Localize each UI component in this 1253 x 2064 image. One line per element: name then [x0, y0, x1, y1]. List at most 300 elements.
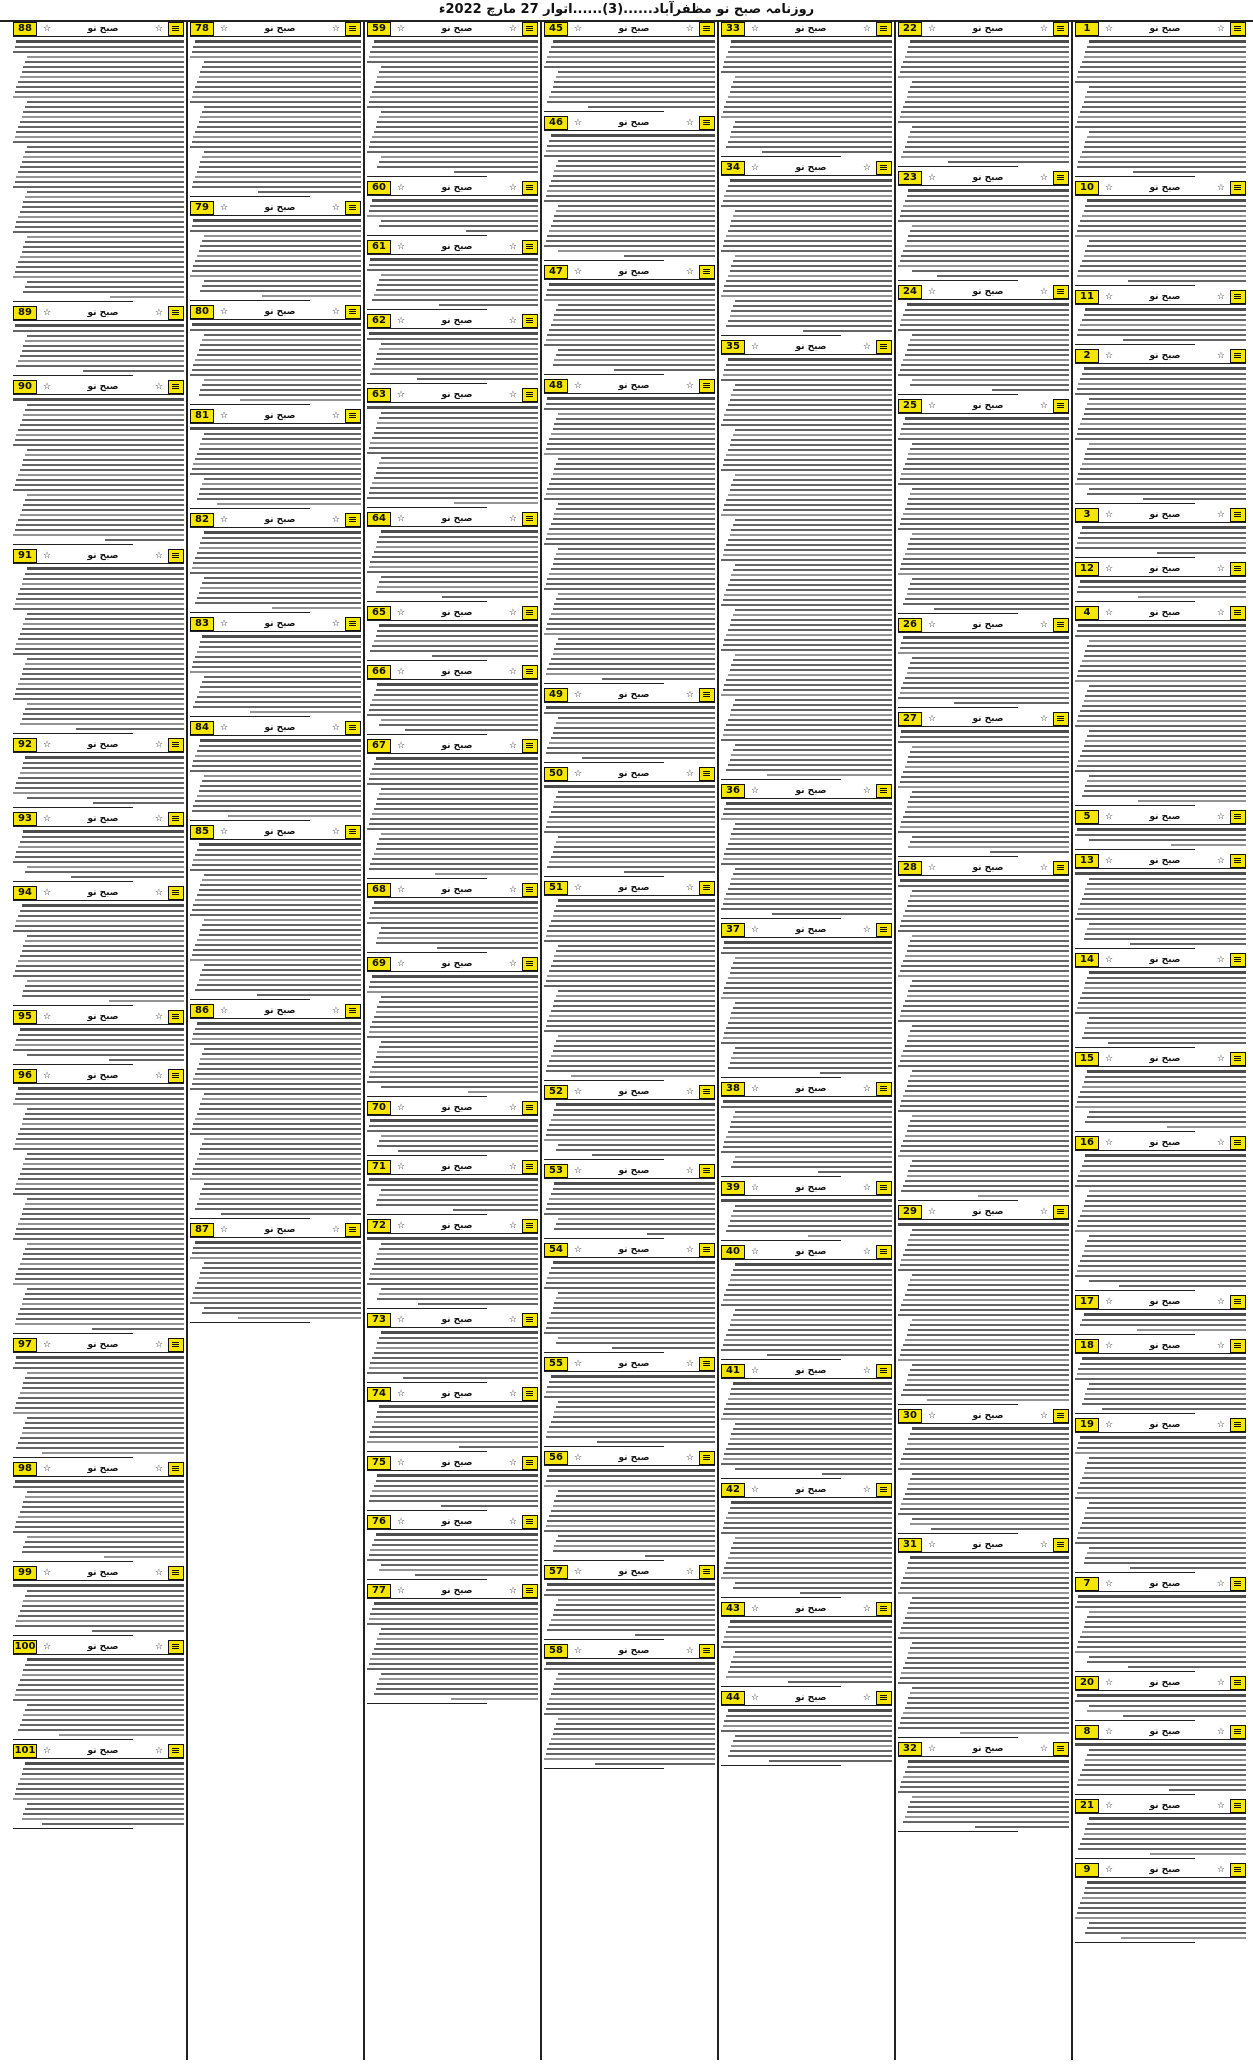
ad-number-badge: 12 — [1075, 562, 1099, 576]
text-line — [1080, 1363, 1246, 1365]
newspaper-icon — [345, 721, 361, 735]
text-line — [912, 1274, 1069, 1276]
text-line — [546, 583, 715, 585]
text-line — [910, 1165, 1069, 1167]
classified-page — [4, 22, 1249, 2060]
text-line — [553, 364, 715, 366]
text-line — [376, 546, 538, 548]
text-line — [190, 1257, 361, 1259]
text-line — [547, 866, 715, 868]
text-line — [721, 1304, 892, 1306]
text-line — [900, 1508, 1069, 1510]
text-line — [18, 1133, 184, 1135]
ad-header — [544, 265, 715, 280]
text-line — [403, 1377, 538, 1379]
text-line — [549, 573, 715, 575]
text-line — [910, 493, 1069, 495]
star-icon: ☆ — [1105, 1420, 1114, 1430]
ad-number-badge: 59 — [367, 22, 391, 36]
newspaper-icon — [345, 513, 361, 527]
star-icon: ☆ — [1039, 401, 1048, 411]
text-line — [721, 1577, 892, 1579]
text-line — [15, 603, 184, 605]
text-line — [204, 531, 361, 534]
ad-header — [1075, 1052, 1246, 1067]
text-line — [908, 1806, 1069, 1808]
text-line — [192, 225, 361, 227]
text-line — [18, 1034, 184, 1036]
newspaper-icon — [522, 388, 538, 402]
star-icon: ☆ — [397, 514, 406, 524]
text-line — [730, 1620, 892, 1623]
text-line — [202, 1188, 361, 1190]
text-line — [1078, 71, 1246, 73]
ad-separator — [898, 1737, 1018, 1738]
text-line — [377, 422, 538, 424]
classified-ad — [1075, 810, 1246, 854]
text-line — [27, 1153, 184, 1155]
ad-brand-label: صبح نو — [1149, 856, 1181, 866]
text-line — [379, 1569, 538, 1571]
text-line — [726, 1631, 892, 1633]
text-line — [726, 235, 892, 237]
text-line — [556, 1604, 715, 1606]
text-line — [374, 640, 538, 642]
classified-ad — [544, 1565, 715, 1644]
text-line — [912, 334, 1069, 336]
text-line — [415, 1574, 538, 1576]
text-line — [370, 96, 538, 98]
text-line — [202, 681, 361, 683]
text-line — [18, 1223, 184, 1225]
ad-text-body — [367, 975, 538, 1093]
ad-separator — [898, 166, 1018, 167]
ad-brand-label: صبح نو — [264, 203, 296, 213]
text-line — [553, 319, 715, 321]
text-line — [547, 578, 715, 580]
ad-header — [898, 171, 1069, 186]
ad-header — [367, 314, 538, 329]
ad-text-body — [544, 706, 715, 759]
text-line — [731, 878, 892, 880]
text-line — [199, 250, 361, 252]
star-icon: ☆ — [1216, 1678, 1225, 1688]
ad-header — [1075, 562, 1246, 577]
text-line — [202, 285, 361, 287]
star-icon: ☆ — [397, 1221, 406, 1231]
text-line — [549, 1469, 715, 1472]
text-line — [547, 235, 715, 237]
text-line — [731, 394, 892, 396]
text-line — [728, 1443, 892, 1445]
text-line — [25, 286, 184, 288]
text-line — [723, 1572, 892, 1574]
classified-ad — [721, 923, 892, 1082]
text-line — [1080, 1902, 1246, 1904]
text-line — [912, 1364, 1069, 1366]
text-line — [379, 1678, 538, 1680]
text-line — [547, 533, 715, 535]
ad-separator — [721, 1686, 841, 1687]
star-icon: ☆ — [331, 1225, 340, 1235]
ad-separator — [367, 1579, 487, 1580]
text-line — [25, 340, 184, 342]
text-line — [901, 66, 1069, 68]
text-line — [372, 858, 538, 860]
newspaper-icon — [345, 1004, 361, 1018]
text-line — [437, 947, 538, 949]
star-icon: ☆ — [862, 1247, 871, 1257]
text-line — [907, 1040, 1069, 1042]
star-icon: ☆ — [508, 959, 517, 969]
text-line — [547, 101, 715, 103]
ad-separator — [544, 1639, 664, 1640]
classified-ad — [1075, 1676, 1246, 1725]
text-line — [1084, 1081, 1246, 1083]
text-line — [912, 1427, 1069, 1430]
text-line — [93, 802, 184, 804]
text-line — [558, 1218, 715, 1220]
ad-header — [367, 1584, 538, 1599]
text-line — [195, 1208, 361, 1210]
ad-brand-label: صبح نو — [87, 382, 119, 392]
text-line — [369, 264, 538, 266]
ad-text-body — [367, 1237, 538, 1305]
text-line — [907, 303, 1069, 306]
text-line — [724, 1453, 892, 1455]
ad-text-body — [544, 134, 715, 257]
text-line — [901, 156, 1069, 158]
text-line — [905, 417, 1069, 420]
text-line — [546, 150, 715, 152]
text-line — [369, 101, 538, 103]
newspaper-icon — [1053, 1409, 1069, 1423]
text-line — [1085, 1467, 1246, 1469]
text-line — [18, 1087, 184, 1090]
star-icon: ☆ — [1105, 608, 1114, 618]
text-line — [459, 1446, 538, 1448]
text-line — [376, 1643, 538, 1645]
text-line — [547, 289, 715, 291]
text-line — [370, 373, 538, 375]
classified-ad — [1075, 562, 1246, 606]
text-line — [367, 1623, 538, 1625]
text-line — [556, 841, 715, 843]
text-line — [905, 955, 1069, 957]
text-line — [1085, 453, 1246, 455]
ad-number-badge: 62 — [367, 314, 391, 328]
text-line — [23, 504, 184, 506]
text-line — [377, 166, 538, 168]
text-line — [1077, 1784, 1246, 1786]
text-line — [910, 448, 1069, 450]
text-line — [1089, 730, 1246, 732]
ad-text-body — [13, 1480, 184, 1558]
ad-number-badge: 73 — [367, 1313, 391, 1327]
classified-ad — [721, 1602, 892, 1691]
ad-header — [190, 409, 361, 424]
ad-header — [1075, 1418, 1246, 1433]
text-line — [905, 1707, 1069, 1709]
ad-separator — [898, 1831, 1018, 1832]
text-line — [1089, 1611, 1246, 1613]
text-line — [724, 729, 892, 731]
text-line — [16, 1689, 184, 1691]
classified-ad — [1075, 1136, 1246, 1295]
text-line — [372, 699, 538, 701]
text-line — [588, 106, 715, 108]
text-line — [1077, 720, 1246, 722]
text-line — [367, 1130, 538, 1132]
text-line — [901, 1503, 1069, 1505]
star-icon: ☆ — [685, 1453, 694, 1463]
ad-number-badge: 67 — [367, 739, 391, 753]
ad-separator — [544, 111, 664, 112]
ad-header — [898, 285, 1069, 300]
text-line — [547, 1431, 715, 1433]
text-line — [549, 1624, 715, 1626]
text-line — [1171, 844, 1246, 846]
star-icon: ☆ — [751, 24, 760, 34]
text-line — [1089, 1705, 1246, 1707]
text-line — [903, 1622, 1069, 1624]
text-line — [1082, 898, 1246, 900]
text-line — [1087, 91, 1246, 93]
newspaper-icon — [1230, 1863, 1246, 1877]
text-line — [735, 1156, 892, 1158]
ad-header — [898, 22, 1069, 37]
ad-brand-label: صبح نو — [441, 608, 473, 618]
text-line — [728, 230, 892, 232]
text-line — [544, 1287, 715, 1289]
text-line — [15, 91, 184, 93]
newspaper-icon — [168, 812, 184, 826]
ad-number-badge: 37 — [721, 923, 745, 937]
text-line — [1077, 675, 1246, 677]
text-line — [192, 864, 361, 866]
text-line — [20, 723, 184, 725]
text-line — [372, 1021, 538, 1023]
text-line — [546, 935, 715, 937]
text-line — [1077, 1447, 1246, 1449]
text-line — [25, 1709, 184, 1711]
ad-header — [190, 22, 361, 37]
text-line — [193, 859, 361, 861]
text-line — [192, 1038, 361, 1040]
text-line — [553, 1505, 715, 1507]
text-line — [614, 369, 715, 371]
ad-number-badge: 24 — [898, 285, 922, 299]
text-line — [724, 639, 892, 641]
ad-number-badge: 22 — [898, 22, 922, 36]
text-line — [22, 206, 184, 208]
text-line — [547, 190, 715, 192]
ad-brand-label: صبح نو — [618, 883, 650, 893]
star-icon: ☆ — [928, 714, 937, 724]
text-line — [374, 1693, 538, 1695]
text-line — [27, 1491, 184, 1493]
text-line — [369, 447, 538, 449]
text-line — [544, 1594, 715, 1596]
text-line — [16, 266, 184, 268]
text-line — [1075, 1606, 1246, 1608]
ad-number-badge: 57 — [544, 1565, 568, 1579]
text-line — [554, 1545, 715, 1547]
ad-text-body — [1075, 971, 1246, 1044]
text-line — [907, 1085, 1069, 1087]
text-line — [27, 281, 184, 283]
text-line — [16, 1039, 184, 1041]
text-line — [1087, 403, 1246, 405]
text-line — [900, 1150, 1069, 1152]
text-line — [723, 554, 892, 556]
newspaper-icon — [1053, 712, 1069, 726]
star-icon: ☆ — [574, 267, 583, 277]
classified-ad — [1075, 22, 1246, 181]
newspaper-icon — [345, 1223, 361, 1237]
text-line — [1080, 111, 1246, 113]
text-line — [1089, 40, 1246, 43]
ad-text-body — [13, 567, 184, 730]
text-line — [1075, 483, 1246, 485]
text-line — [18, 593, 184, 595]
ad-text-body — [544, 1261, 715, 1349]
text-line — [723, 111, 892, 113]
ad-separator — [190, 196, 310, 197]
newspaper-icon — [522, 1313, 538, 1327]
star-icon: ☆ — [862, 925, 871, 935]
text-line — [377, 284, 538, 286]
text-line — [551, 523, 715, 525]
text-line — [1082, 319, 1246, 321]
text-line — [1077, 334, 1246, 336]
text-line — [558, 1718, 715, 1720]
text-line — [544, 633, 715, 635]
ad-separator — [1075, 805, 1195, 806]
star-icon: ☆ — [508, 1103, 517, 1113]
ad-text-body — [898, 417, 1069, 610]
ad-separator — [13, 1333, 133, 1334]
star-icon: ☆ — [1216, 564, 1225, 574]
text-line — [728, 1671, 892, 1673]
text-line — [1084, 1160, 1246, 1162]
star-icon: ☆ — [685, 1646, 694, 1656]
text-line — [27, 980, 184, 982]
ad-number-badge: 81 — [190, 409, 214, 423]
text-line — [193, 265, 361, 267]
text-line — [905, 1384, 1069, 1386]
ad-separator — [367, 309, 487, 310]
text-line — [27, 404, 184, 406]
text-line — [15, 1323, 184, 1325]
text-line — [193, 661, 361, 663]
text-line — [1078, 760, 1246, 762]
ad-header — [367, 957, 538, 972]
text-line — [105, 539, 184, 541]
text-line — [13, 792, 184, 794]
text-line — [370, 51, 538, 53]
text-line — [372, 907, 538, 909]
text-line — [728, 141, 892, 143]
text-line — [20, 1308, 184, 1310]
text-line — [192, 468, 361, 470]
text-line — [728, 494, 892, 496]
ad-separator — [367, 1382, 487, 1383]
text-line — [558, 458, 715, 460]
text-line — [1082, 1403, 1246, 1405]
text-line — [20, 166, 184, 168]
text-line — [15, 136, 184, 138]
text-line — [726, 848, 892, 850]
star-icon: ☆ — [862, 1183, 871, 1193]
text-line — [204, 1048, 361, 1050]
text-line — [726, 679, 892, 681]
text-line — [721, 1199, 892, 1202]
text-line — [15, 1362, 184, 1364]
text-line — [721, 1349, 892, 1351]
ad-text-body — [1075, 308, 1246, 341]
star-icon: ☆ — [154, 1642, 163, 1652]
star-icon: ☆ — [862, 1604, 871, 1614]
text-line — [721, 818, 892, 820]
ad-header — [721, 22, 892, 37]
text-line — [908, 1607, 1069, 1609]
text-line — [1085, 1759, 1246, 1761]
text-line — [1084, 1833, 1246, 1835]
text-line — [1077, 230, 1246, 232]
ad-text-body — [190, 1022, 361, 1215]
text-line — [553, 1005, 715, 1007]
text-line — [1078, 1096, 1246, 1098]
text-line — [1087, 1240, 1246, 1242]
text-line — [731, 1661, 892, 1663]
ad-number-badge: 54 — [544, 1243, 568, 1257]
star-icon: ☆ — [154, 308, 163, 318]
ad-number-badge: 38 — [721, 1082, 745, 1096]
text-line — [912, 1473, 1069, 1475]
star-icon: ☆ — [862, 1084, 871, 1094]
ad-header — [367, 606, 538, 621]
text-line — [1085, 982, 1246, 984]
ad-separator — [367, 952, 487, 953]
text-line — [372, 299, 538, 301]
text-line — [730, 624, 892, 626]
text-line — [907, 240, 1069, 242]
text-line — [377, 683, 538, 686]
text-line — [1085, 1121, 1246, 1123]
text-line — [20, 1437, 184, 1439]
text-line — [647, 1233, 715, 1235]
text-line — [13, 1699, 184, 1701]
newspaper-icon — [168, 380, 184, 394]
star-icon: ☆ — [1216, 1054, 1225, 1064]
text-line — [1087, 448, 1246, 450]
star-icon: ☆ — [685, 1359, 694, 1369]
text-line — [731, 484, 892, 486]
text-line — [549, 1015, 715, 1017]
text-line — [376, 126, 538, 128]
text-line — [109, 1000, 184, 1002]
text-line — [1089, 1235, 1246, 1237]
text-line — [612, 1347, 715, 1349]
text-line — [553, 1188, 715, 1190]
text-line — [731, 1319, 892, 1321]
ad-text-body — [721, 1382, 892, 1475]
ad-separator — [898, 1404, 1018, 1405]
text-line — [912, 1025, 1069, 1027]
ad-header — [898, 1538, 1069, 1553]
ad-number-badge: 96 — [13, 1069, 37, 1083]
